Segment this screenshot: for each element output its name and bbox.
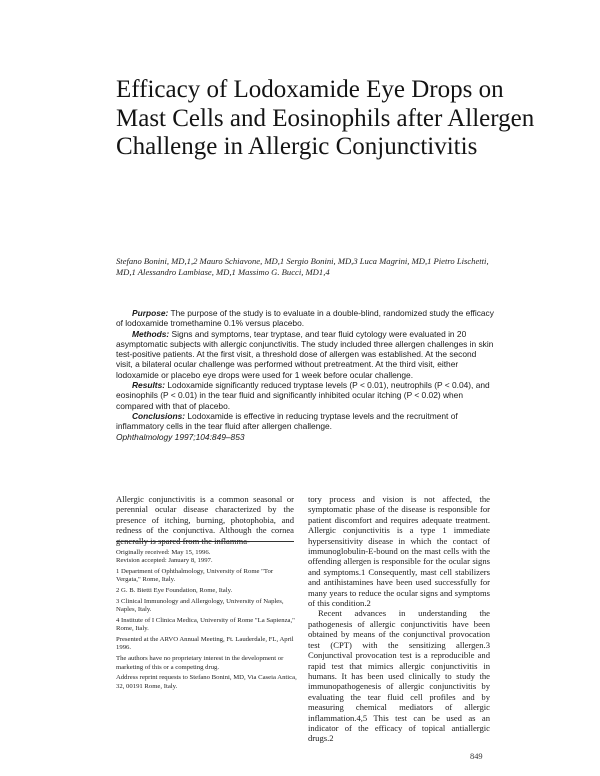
intro-paragraph: Allergic conjunctivitis is a common seasonal or perennial ocular disease characterized by the presence of itching, burning, photophobia, and redness of the conjunctiva. Although the cornea generally is spared from the inflamma- — [116, 494, 294, 546]
methods-label: Methods: — [132, 328, 170, 339]
footnote-divider — [116, 541, 294, 542]
methods-text: Signs and symptoms, tear tryptase, and tear fluid cytology were evaluated in 20 asymptomatic subjects with allergic conjunctivitis. The study included three allergen challenges in skin test-positive patients. At the first visit, a threshold dose of allergen was established. At the second visit, a bilateral ocular challenge was performed without pretreatment. At the third visit, either lodoxamide or placebo eye drops were used for 1 week before ocular challenge. — [116, 328, 494, 380]
revision-date: Revision accepted: January 8, 1997. — [116, 557, 213, 565]
journal-citation: Ophthalmology 1997;104:849–853 — [116, 431, 245, 442]
reprint-note: Address reprint requests to Stefano Bonini, MD, Via Caseia Antica, 32, 00191 Rome, Italy. — [116, 674, 297, 690]
disclosure-note: The authors have no proprietary interest in the development or marketing of this or a competing drug. — [116, 655, 284, 671]
footnotes — [116, 549, 298, 693]
conclusions-label: Conclusions: — [132, 410, 186, 421]
article-title: Efficacy of Lodoxamide Eye Drops on Mast Cells and Eosinophils after Allergen Challenge in Allergic Conjunctivitis — [116, 76, 535, 160]
received-date: Originally received: May 15, 1996. — [116, 549, 211, 556]
abstract-results — [116, 380, 494, 411]
abstract-methods — [116, 329, 494, 380]
affiliation-1: 1 Department of Ophthalmology, University of Rome "Tor Vergata," Rome, Italy. — [116, 568, 274, 584]
affiliation-3: 3 Clinical Immunology and Allergology, University of Naples, Naples, Italy. — [116, 597, 284, 614]
abstract-conclusions — [116, 411, 494, 432]
author-list: Stefano Bonini, MD,1,2 Mauro Schiavone, MD,1 Sergio Bonini, MD,3 Luca Magrini, MD,1 Pietro Lischetti, MD,1 Alessandro Lambiase, MD,1 Massimo G. Bucci, MD1,4 — [116, 256, 489, 277]
purpose-text: The purpose of the study is to evaluate in a double-blind, randomized study the efficacy of lodoxamide tromethamine 0.1% versus placebo. — [116, 308, 494, 329]
page-number: 849 — [470, 752, 483, 761]
abstract-purpose — [116, 308, 494, 329]
body-column-right — [308, 494, 490, 744]
presented-note: Presented at the ARVO Annual Meeting, Ft. Lauderdale, FL, April 1996. — [116, 636, 294, 652]
conclusions-text: Lodoxamide is effective in reducing tryptase levels and the recruitment of inflammatory cells in the tear fluid after allergen challenge. — [116, 410, 458, 432]
body-paragraph-1: tory process and vision is not affected, the symptomatic phase of the disease is responsible for patient discomfort and requires adequate treatment. Allergic conjunctivitis is a type 1 immediate hypersensitivity disease in which the contact of immunoglobulin-E-bound on the mast cells with the offending allergen is responsible for the ocular signs and symptoms.1 Consequently, mast cell stabilizers and antihistamines have been used successfully for many years to reduce the ocular signs and symptoms of this condition.2 — [308, 494, 490, 609]
received-note — [116, 549, 298, 566]
purpose-label: Purpose: — [132, 308, 169, 318]
abstract — [116, 308, 494, 442]
affiliation-4: 4 Institute of I Clinica Medica, University of Rome "La Sapienza," Rome, Italy. — [116, 617, 295, 633]
affiliation-2: 2 G. B. Bietti Eye Foundation, Rome, Italy. — [116, 587, 233, 595]
body-paragraph-2: Recent advances in understanding the pathogenesis of allergic conjunctivitis have been obtained by means of the conjunctival provocation test (CPT) with the sensitizing allergen.3 Conjunctival provocation test is a reproducible and rapid test that mimics allergic conjunctivitis in humans. It has been used clinically to study the immunopathogenesis of allergic conjunctivitis by evaluating the tear fluid cell profiles and by measuring chemical mediators of allergic inflammation.4,5 This test can be used as an indicator of the efficacy of topical antiallergic drugs.2 — [308, 608, 490, 744]
results-text: Lodoxamide significantly reduced tryptase levels (P < 0.01), neutrophils (P < 0.04), and eosinophils (P < 0.01) in the tear fluid and significantly inhibited ocular itching (P < 0.02) when compared with that of placebo. — [116, 380, 490, 411]
body-column-left — [116, 494, 294, 546]
results-label: Results: — [132, 380, 166, 391]
